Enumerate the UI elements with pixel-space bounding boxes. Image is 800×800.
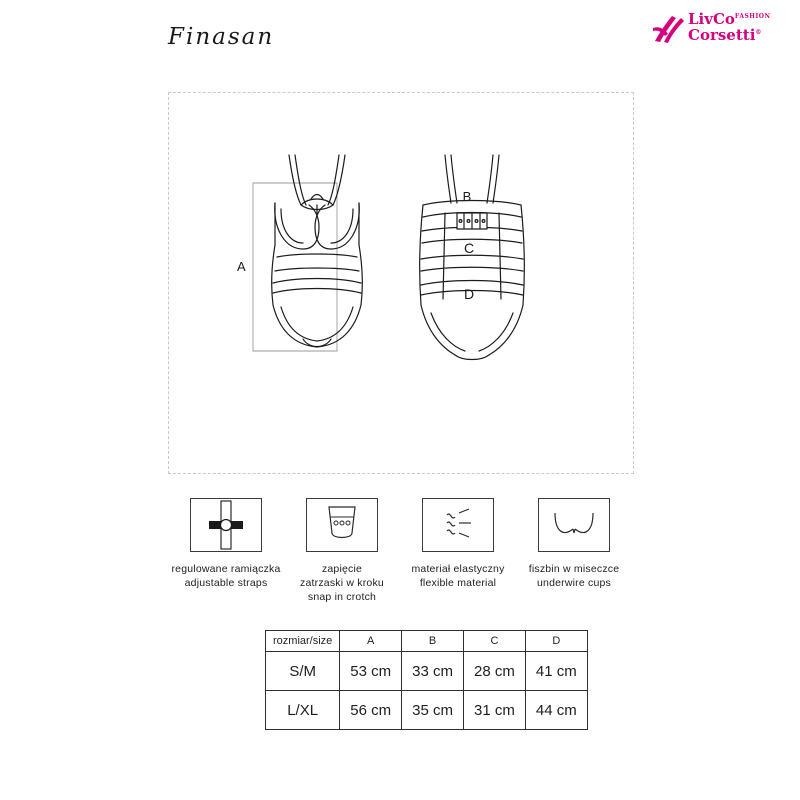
brand-name-livco: LivCo (688, 10, 735, 28)
table-col-b: B (402, 631, 464, 652)
svg-text:A: A (237, 259, 246, 274)
row-size-label: S/M (266, 652, 340, 691)
table-col-c: C (464, 631, 526, 652)
feature-caption-pl: regulowane ramiączka (171, 563, 281, 575)
feature-caption-en: snap in crotch (307, 591, 377, 604)
feature-underwire-cups (516, 498, 632, 590)
row-size-label: L/XL (266, 691, 340, 730)
feature-icons-row (168, 498, 632, 610)
livco-corsetti-logo-icon (652, 14, 686, 44)
table-header-row (266, 631, 588, 652)
adjustable-strap-icon (190, 498, 262, 552)
brand-wordmark (688, 12, 771, 44)
cell-c: 28 cm (464, 652, 526, 691)
cell-d: 41 cm (525, 652, 587, 691)
feature-caption-en: adjustable straps (184, 577, 268, 590)
brand-name-corsetti: Corsetti (688, 25, 756, 44)
brand-sup-fashion: FASHION (734, 13, 771, 20)
underwire-cups-icon (538, 498, 610, 552)
table-row (266, 691, 588, 730)
cell-b: 33 cm (402, 652, 464, 691)
feature-caption-pl: fiszbin w miseczce (528, 563, 620, 575)
cell-a: 56 cm (340, 691, 402, 730)
feature-flexible-material (400, 498, 516, 590)
illustration-panel (168, 92, 634, 474)
feature-caption-en: flexible material (419, 577, 497, 590)
brand-sup-registered: ® (755, 28, 762, 36)
flexible-material-icon (422, 498, 494, 552)
cell-b: 35 cm (402, 691, 464, 730)
lingerie-back-view-drawing (420, 155, 525, 360)
brand-logo (652, 10, 771, 52)
feature-caption-pl-line1: zapięcie (321, 563, 363, 575)
technical-drawing (169, 93, 633, 473)
snap-crotch-icon (306, 498, 378, 552)
svg-text:C: C (463, 240, 475, 256)
lingerie-front-view-drawing (237, 155, 362, 347)
table-row (266, 652, 588, 691)
feature-caption (168, 562, 284, 590)
size-table (265, 630, 588, 730)
table-corner-label: rozmiar/size (266, 631, 340, 652)
feature-caption-pl: materiał elastyczny (411, 563, 505, 575)
page-header (0, 0, 800, 80)
feature-caption (284, 562, 400, 605)
svg-text:D: D (463, 286, 475, 302)
page-title: Finasan (168, 24, 275, 50)
feature-caption-en: underwire cups (536, 577, 611, 590)
feature-snap-crotch (284, 498, 400, 605)
feature-adjustable-straps (168, 498, 284, 590)
feature-caption-pl-line2: zatrzaski w kroku (300, 577, 384, 590)
cell-c: 31 cm (464, 691, 526, 730)
table-col-a: A (340, 631, 402, 652)
table-col-d: D (525, 631, 587, 652)
cell-a: 53 cm (340, 652, 402, 691)
feature-caption (400, 562, 516, 590)
svg-text:B: B (462, 189, 472, 204)
feature-caption (516, 562, 632, 590)
cell-d: 44 cm (525, 691, 587, 730)
